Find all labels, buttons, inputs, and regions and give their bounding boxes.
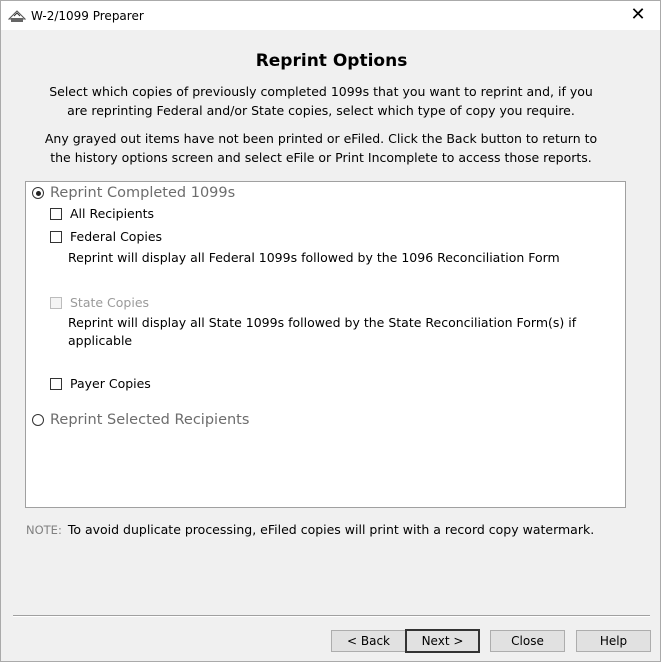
- radio-button-icon[interactable]: [32, 187, 44, 199]
- federal-description: Reprint will display all Federal 1099s followed by the 1096 Reconciliation Form: [68, 250, 560, 265]
- checkbox-state-copies: [50, 295, 149, 310]
- back-button[interactable]: < Back: [331, 630, 406, 652]
- checkbox-federal-copies[interactable]: [50, 229, 162, 244]
- note-message: To avoid duplicate processing, eFiled copies will print with a record copy watermark.: [67, 522, 595, 537]
- note-text: [26, 522, 594, 537]
- checkbox-label: Payer Copies: [70, 376, 151, 391]
- checkbox-all-recipients[interactable]: [50, 206, 154, 221]
- state-description-line: Reprint will display all State 1099s followed by the State Reconciliation Form(s) if: [68, 315, 577, 330]
- printer-app-icon: [8, 8, 26, 22]
- close-button[interactable]: Close: [490, 630, 565, 652]
- checkbox-label: All Recipients: [70, 206, 155, 221]
- checkbox-label: Federal Copies: [70, 229, 163, 244]
- next-button[interactable]: Next >: [405, 629, 480, 653]
- checkbox-label: State Copies: [70, 295, 150, 310]
- help-button[interactable]: Help: [576, 630, 651, 652]
- radio-reprint-selected-recipients[interactable]: [32, 412, 249, 428]
- radio-label: Reprint Selected Recipients: [50, 412, 250, 428]
- intro-line: are reprinting Federal and/or State copies, select which type of copy you require.: [67, 103, 575, 118]
- note-label: NOTE:: [26, 523, 62, 537]
- title-bar: [1, 1, 660, 30]
- divider: [13, 615, 650, 617]
- close-icon[interactable]: ✕: [630, 4, 646, 25]
- checkbox-icon[interactable]: [50, 378, 62, 390]
- radio-label: Reprint Completed 1099s: [50, 185, 236, 201]
- radio-button-icon[interactable]: [32, 414, 44, 426]
- window-title: W-2/1099 Preparer: [31, 9, 144, 23]
- reprint-options-panel: [25, 181, 626, 508]
- intro-paragraph: [21, 82, 621, 120]
- checkbox-icon[interactable]: [50, 231, 62, 243]
- state-description-line: applicable: [68, 333, 133, 348]
- checkbox-icon: [50, 297, 62, 309]
- grayed-info-paragraph: [21, 129, 621, 167]
- state-description: [68, 314, 588, 350]
- checkbox-icon[interactable]: [50, 208, 62, 220]
- intro-line: Select which copies of previously completed 1099s that you want to reprint and, if you: [49, 84, 593, 99]
- info-line: the history options screen and select eFile or Print Incomplete to access those reports.: [50, 150, 592, 165]
- radio-reprint-completed[interactable]: [32, 185, 235, 201]
- page-title: Reprint Options: [255, 51, 408, 71]
- info-line: Any grayed out items have not been printed or eFiled. Click the Back button to return to: [44, 131, 598, 146]
- checkbox-payer-copies[interactable]: [50, 376, 151, 391]
